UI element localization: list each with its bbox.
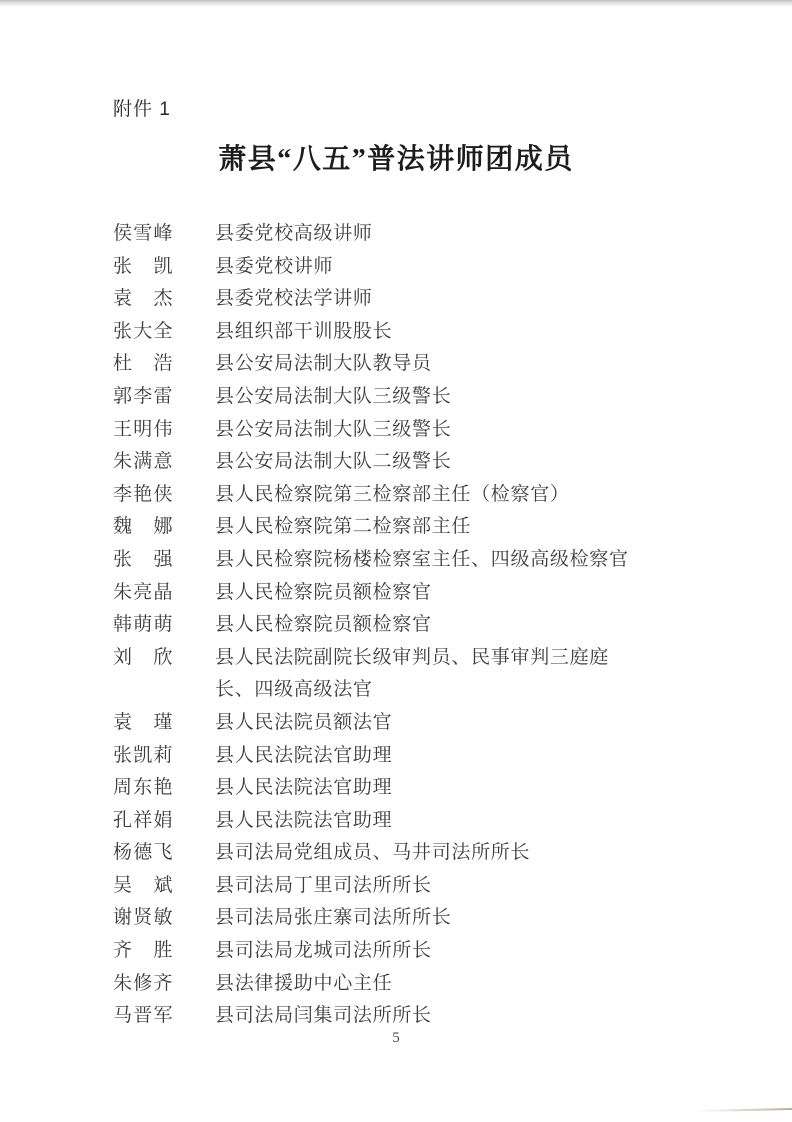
member-title-line: 县司法局张庄寨司法所所长	[215, 907, 452, 929]
member-name: 马晋军	[113, 1005, 173, 1027]
member-row	[113, 283, 693, 316]
scan-line-artifact	[697, 1108, 792, 1112]
member-title	[215, 935, 693, 968]
member-title	[215, 283, 693, 316]
member-title-line: 县人民法院副院长级审判员、民事审判三庭庭	[215, 646, 610, 668]
member-name: 张强	[113, 548, 173, 570]
member-name: 郭李雷	[113, 385, 173, 407]
page-title: 萧县“八五”普法讲师团成员	[218, 144, 574, 175]
member-name: 袁杰	[113, 288, 173, 310]
member-title	[215, 218, 693, 251]
member-title	[215, 446, 693, 479]
member-name: 魏娜	[113, 516, 173, 538]
member-name: 朱满意	[113, 451, 173, 473]
member-name: 孔祥娟	[113, 809, 173, 831]
member-name: 杨德飞	[113, 842, 173, 864]
member-title	[215, 479, 693, 512]
member-title-line: 县司法局丁里司法所所长	[215, 874, 432, 896]
member-row	[113, 251, 693, 284]
member-row	[113, 511, 693, 544]
member-row	[113, 870, 693, 903]
member-row	[113, 381, 693, 414]
member-name: 杜浩	[113, 353, 173, 375]
member-row	[113, 968, 693, 1001]
member-title-line: 县人民检察院第二检察部主任	[215, 516, 472, 538]
member-name: 王明伟	[113, 418, 173, 440]
member-title	[215, 707, 693, 740]
member-list	[113, 218, 693, 1033]
member-title	[215, 316, 693, 349]
member-row	[113, 707, 693, 740]
member-title	[215, 837, 693, 870]
member-title	[215, 968, 693, 1001]
member-title-line: 县人民法院法官助理	[215, 777, 393, 799]
member-title	[215, 348, 693, 381]
member-title-line: 县组织部干训股股长	[215, 320, 393, 342]
member-title-line: 县人民法院法官助理	[215, 744, 393, 766]
member-row	[113, 609, 693, 642]
member-row	[113, 316, 693, 349]
member-title	[215, 251, 693, 284]
member-title	[215, 511, 693, 544]
member-title-line: 县公安局法制大队三级警长	[215, 385, 452, 407]
page-number: 5	[392, 1030, 400, 1046]
member-title-line: 县人民法院法官助理	[215, 809, 393, 831]
member-row	[113, 935, 693, 968]
member-title	[215, 414, 693, 447]
member-title-line: 县人民检察院员额检察官	[215, 581, 432, 603]
member-name: 张大全	[113, 320, 173, 342]
member-name: 齐胜	[113, 940, 173, 962]
member-row	[113, 1000, 693, 1033]
member-title	[215, 740, 693, 773]
member-title-line: 县委党校法学讲师	[215, 288, 373, 310]
attachment-label: 附件 1	[113, 99, 171, 120]
member-row	[113, 902, 693, 935]
member-name: 袁瑾	[113, 711, 173, 733]
member-row	[113, 772, 693, 805]
member-name: 周东艳	[113, 777, 173, 799]
member-row	[113, 544, 693, 577]
member-name: 吴斌	[113, 874, 173, 896]
member-name: 侯雪峰	[113, 223, 173, 244]
member-title	[215, 902, 693, 935]
member-name: 张凯	[113, 255, 173, 277]
scan-edge-artifact	[0, 0, 792, 7]
member-title	[215, 805, 693, 838]
member-title	[215, 772, 693, 805]
member-name: 刘欣	[113, 646, 173, 668]
member-title-line: 县司法局闫集司法所所长	[215, 1005, 432, 1027]
member-row	[113, 218, 693, 251]
member-row	[113, 805, 693, 838]
member-title-line: 县人民法院员额法官	[215, 711, 393, 733]
member-title	[215, 609, 693, 642]
member-row	[113, 446, 693, 479]
member-title	[215, 544, 693, 577]
member-title	[215, 577, 693, 610]
member-row	[113, 740, 693, 773]
member-title-line: 县人民检察院员额检察官	[215, 614, 432, 636]
member-title-line: 长、四级高级法官	[215, 679, 373, 701]
member-name: 朱亮晶	[113, 581, 173, 603]
member-title	[215, 870, 693, 903]
member-row	[113, 642, 693, 707]
member-title-line: 县司法局党组成员、马井司法所所长	[215, 842, 531, 864]
member-title-line: 县委党校讲师	[215, 255, 334, 277]
member-title-line: 县人民检察院杨楼检察室主任、四级高级检察官	[215, 548, 629, 570]
member-row	[113, 348, 693, 381]
member-title	[215, 381, 693, 414]
member-title-line: 县司法局龙城司法所所长	[215, 940, 432, 962]
member-row	[113, 837, 693, 870]
member-row	[113, 577, 693, 610]
member-title	[215, 1000, 693, 1033]
member-name: 韩萌萌	[113, 614, 173, 636]
member-row	[113, 479, 693, 512]
member-name: 谢贤敏	[113, 907, 173, 929]
member-title-line: 县委党校高级讲师	[215, 223, 373, 244]
member-title-line: 县公安局法制大队三级警长	[215, 418, 452, 440]
member-name: 朱修齐	[113, 972, 173, 994]
member-title-line: 县法律援助中心主任	[215, 972, 393, 994]
member-title-line: 县公安局法制大队教导员	[215, 353, 432, 375]
member-title	[215, 642, 693, 707]
member-row	[113, 414, 693, 447]
member-name: 李艳侠	[113, 483, 173, 505]
member-title-line: 县人民检察院第三检察部主任（检察官）	[215, 483, 570, 505]
member-title-line: 县公安局法制大队二级警长	[215, 451, 452, 473]
member-name: 张凯莉	[113, 744, 173, 766]
